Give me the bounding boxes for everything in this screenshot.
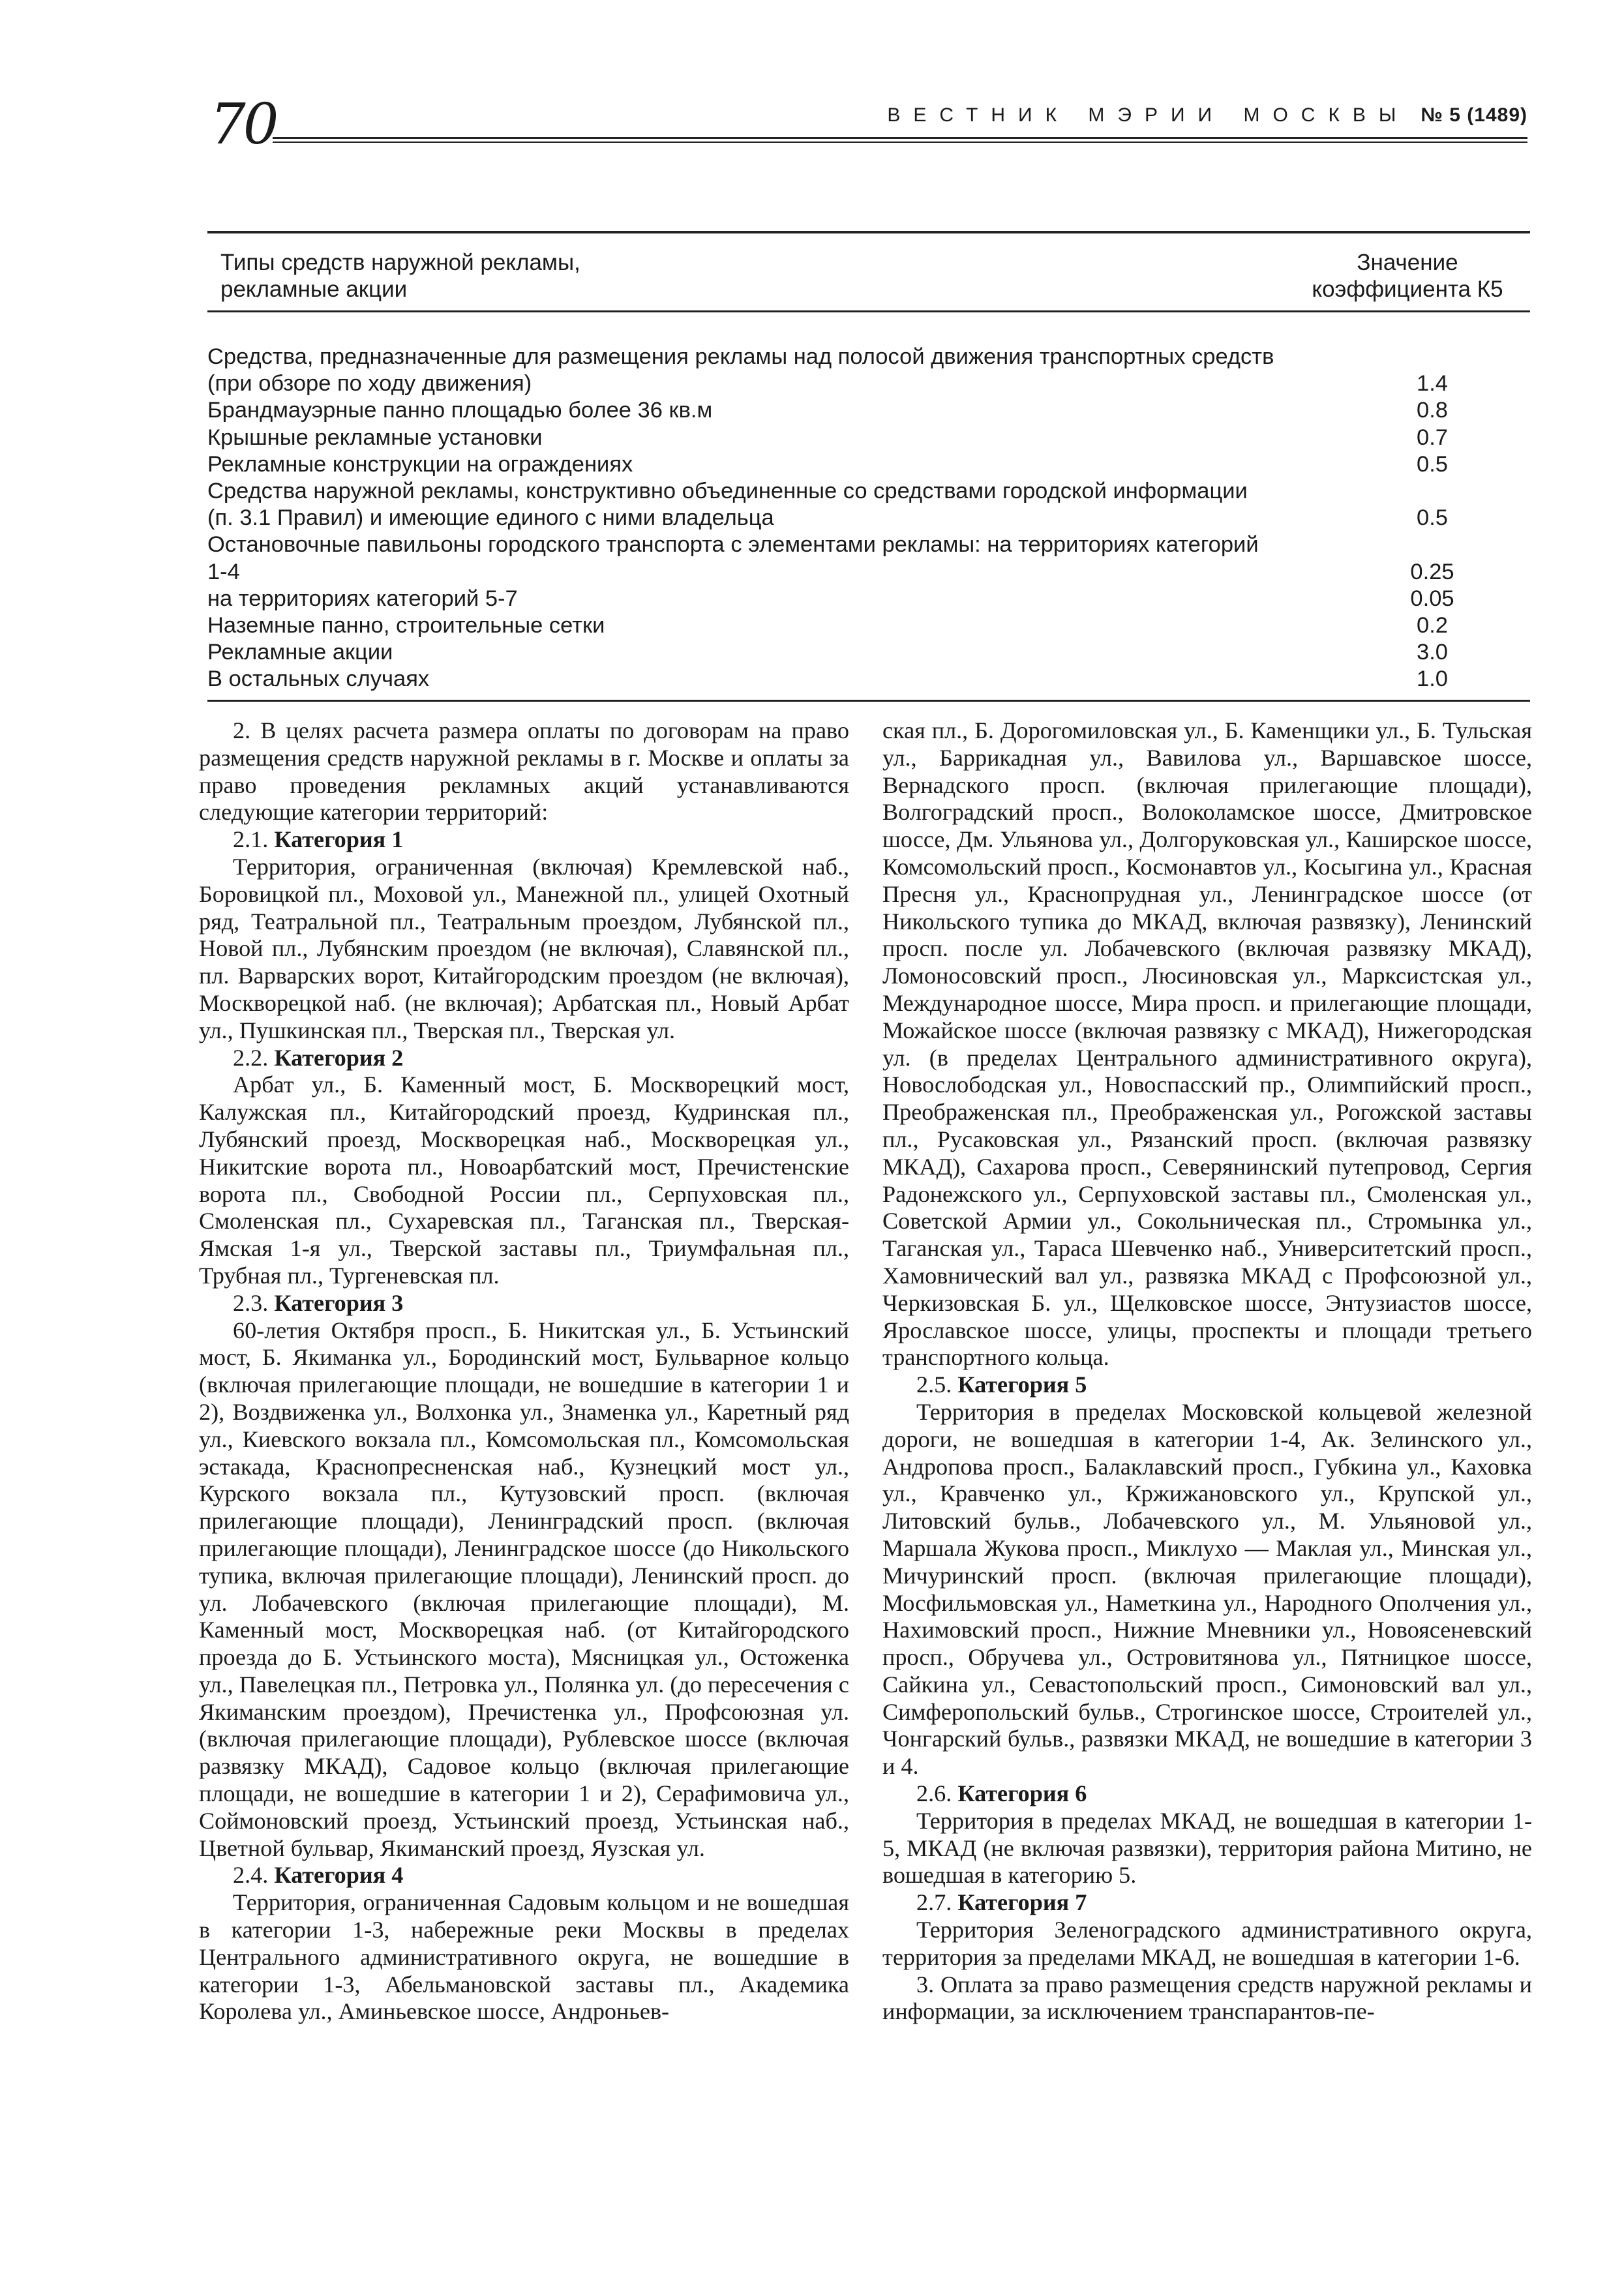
table-bottom-rule [207, 700, 1530, 702]
section-number: 2.6. [916, 1780, 952, 1807]
section-heading-cat6 [882, 1780, 1532, 1808]
section-title: Категория 4 [274, 1862, 404, 1889]
table-body [207, 312, 1530, 700]
table-header [207, 233, 1530, 310]
row-value: 0.05 [1410, 586, 1454, 611]
header-rule [273, 137, 1527, 143]
paragraph-3: 3. Оплата за право размещения средств наружной рекламы и информации, за исключением транспарантов-пе- [882, 1971, 1532, 2025]
coefficient-table [207, 231, 1530, 702]
row-value: 0.5 [1417, 451, 1448, 477]
section-title: Категория 6 [957, 1780, 1087, 1807]
row-value: 1.4 [1417, 371, 1448, 397]
row-label: Наземные панно, строительные сетки [207, 613, 605, 638]
paragraph-cat2: Арбат ул., Б. Каменный мост, Б. Москворецкий мост, Калужская пл., Китайгородский проезд, Кудринская пл., Лубянский проезд, Москворецкая наб., Москворецкая ул., Никитские ворота пл., Новоарбатский мост, Пречистенские ворота пл., Свободной России пл., Серпуховская пл., Смоленская пл., Сухаревская пл., Таганская пл., Тверская-Ямская 1-я ул., Тверской заставы пл., Триумфальная пл., Трубная пл., Тургеневская пл. [199, 1071, 849, 1289]
paragraph-cat6: Территория в пределах МКАД, не вошедшая в категории 1-5, МКАД (не включая развязки), территория района Митино, не вошедшая в категорию 5. [882, 1807, 1532, 1889]
page-number: 70 [210, 92, 277, 157]
table-row [207, 344, 1530, 397]
paragraph-cat4-start: Территория, ограниченная Садовым кольцом и не вошедшая в категории 1-3, набережные реки Москвы в пределах Центрального административного округа, не вошедшие в категории 1-3, Абельмановской заставы пл., Академика Королева ул., Аминьевское шоссе, Андроньев- [199, 1889, 849, 2025]
row-label: В остальных случаях [207, 666, 430, 692]
table-row [207, 397, 1530, 424]
row-value: 0.5 [1417, 505, 1448, 531]
paragraph-cat3: 60-летия Октября просп., Б. Никитская ул., Б. Устьинский мост, Б. Якиманка ул., Бородинский мост, Бульварное кольцо (включая прилегающие площади, не вошедшие в категории 1 и 2), Воздвиженка ул., Волхонка ул., Знаменка ул., Каретный ряд ул., Киевского вокзала пл., Комсомольская пл., Комсомольская эстакада, Краснопресненская наб., Кузнецкий мост ул., Курского вокзала пл., Кутузовский просп. (включая прилегающие площади), Ленинградский просп. (включая прилегающие площади), Ленинградское шоссе (до Никольского тупика, включая прилегающие площади), Ленинский просп. до ул. Лобачевского (включая прилегающие площади), М. Каменный мост, Москворецкая наб. (от Китайгородского проезда до Б. Устьинского моста), Мясницкая ул., Остоженка ул., Павелецкая пл., Петровка ул., Полянка ул. (до пересечения с Якиманским проездом), Пречистенка ул., Профсоюзная ул. (включая прилегающие площади), Рублевское шоссе (включая развязку МКАД), Садовое кольцо (включая прилегающие площади, не вошедшие в категории 1 и 2), Серафимовича ул., Соймоновский проезд, Устьинский проезд, Устьинская наб., Цветной бульвар, Якиманский проезд, Яузская ул. [199, 1317, 849, 1861]
row-label: Остановочные павильоны городского транспорта с элементами рекламы: на территориях категорий 1-4 [207, 532, 1259, 584]
table-row [207, 451, 1530, 478]
row-label: Рекламные акции [207, 640, 393, 665]
section-number: 2.5. [916, 1371, 952, 1398]
table-row [207, 532, 1530, 585]
row-value: 0.2 [1417, 613, 1448, 638]
section-number: 2.4. [233, 1862, 269, 1889]
text-column-right [882, 717, 1532, 2026]
issue-number: № 5 (1489) [1421, 104, 1527, 126]
row-label: Средства, предназначенные для размещения рекламы над полосой движения транспортных средств (при обзоре по ходу движения) [207, 344, 1274, 397]
section-heading-cat2 [199, 1045, 849, 1072]
section-title: Категория 3 [274, 1289, 404, 1316]
journal-masthead [887, 104, 1527, 127]
table-row [207, 639, 1530, 666]
table-row [207, 478, 1530, 532]
section-heading-cat7 [882, 1889, 1532, 1917]
journal-title: ВЕСТНИК МЭРИИ МОСКВЫ [887, 104, 1409, 126]
row-value: 3.0 [1417, 640, 1448, 665]
table-header-types: Типы средств наружной рекламы, рекламные акции [220, 250, 580, 302]
table-header-value: Значение коэффициента К5 [1312, 250, 1503, 302]
section-title: Категория 1 [274, 826, 404, 853]
section-heading-cat5 [882, 1371, 1532, 1399]
paragraph-intro: 2. В целях расчета размера оплаты по договорам на право размещения средств наружной рекламы в г. Москве и оплаты за право проведения рекламных акций устанавливаются следующие категории территорий: [199, 717, 849, 826]
row-label: на территориях категорий 5-7 [207, 586, 518, 611]
section-title: Категория 7 [957, 1889, 1087, 1916]
row-value: 0.25 [1410, 559, 1454, 584]
section-heading-cat4 [199, 1862, 849, 1889]
row-value: 0.7 [1417, 425, 1448, 450]
table-row [207, 666, 1530, 693]
paragraph-cat4-continued: ская пл., Б. Дорогомиловская ул., Б. Каменщики ул., Б. Тульская ул., Баррикадная ул., Вавилова ул., Варшавское шоссе, Вернадского просп. (включая прилегающие площади), Волгоградский просп., Волоколамское шоссе, Дмитровское шоссе, Дм. Ульянова ул., Долгоруковская ул., Каширское шоссе, Комсомольский просп., Космонавтов ул., Косыгина ул., Красная Пресня ул., Краснопрудная ул., Ленинградское шоссе (от Никольского тупика до МКАД, включая развязку), Ленинский просп. после ул. Лобачевского (включая развязку МКАД), Ломоносовский просп., Люсиновская ул., Марксистская ул., Международное шоссе, Мира просп. и прилегающие площади, Можайское шоссе (включая развязку с МКАД), Нижегородская ул. (в пределах Центрального административного округа), Новослободская ул., Новоспасский пр., Олимпийский просп., Преображенская пл., Преображенская ул., Рогожской заставы пл., Русаковская ул., Рязанский просп. (включая развязку МКАД), Сахарова просп., Северянинский путепровод, Сергия Радонежского ул., Серпуховской заставы пл., Смоленская ул., Советской Армии ул., Сокольническая пл., Стромынка ул., Таганская ул., Тараса Шевченко наб., Университетский просп., Хамовнический вал ул., развязка МКАД с Профсоюзной ул., Черкизовская Б. ул., Щелковское шоссе, Энтузиастов шоссе, Ярославское шоссе, улицы, проспекты и площади третьего транспортного кольца. [882, 717, 1532, 1371]
row-label: Крышные рекламные установки [207, 425, 543, 450]
paragraph-cat1: Территория, ограниченная (включая) Кремлевской наб., Боровицкой пл., Моховой ул., Манежной пл., улицей Охотный ряд, Театральной пл., Театральным проездом, Лубянской пл., Новой пл., Лубянским проездом (не включая), Славянской пл., пл. Варварских ворот, Китайгородским проездом (не включая), Москворецкой наб. (не включая); Арбатская пл., Новый Арбат ул., Пушкинская пл., Тверская пл., Тверская ул. [199, 853, 849, 1043]
row-label: Рекламные конструкции на ограждениях [207, 451, 633, 477]
table-row [207, 612, 1530, 639]
row-value: 0.8 [1417, 398, 1448, 423]
section-heading-cat3 [199, 1290, 849, 1317]
section-number: 2.2. [233, 1044, 269, 1071]
row-value: 1.0 [1417, 666, 1448, 692]
table-row [207, 586, 1530, 612]
section-title: Категория 2 [274, 1044, 404, 1071]
section-number: 2.7. [916, 1889, 952, 1916]
section-heading-cat1 [199, 826, 849, 854]
text-column-left [199, 717, 849, 2026]
section-number: 2.3. [233, 1289, 269, 1316]
paragraph-cat5: Территория в пределах Московской кольцевой железной дороги, не вошедшая в категории 1-4, Ак. Зелинского ул., Андропова просп., Балаклавский просп., Губкина ул., Каховка ул., Кравченко ул., Кржижановского ул., Крупской ул., Литовский бульв., Лобачевского ул., М. Ульяновой ул., Маршала Жукова просп., Миклухо — Маклая ул., Минская ул., Мичуринский просп. (включая прилегающие площади), Мосфильмовская ул., Наметкина ул., Народного Ополчения ул., Нахимовский просп., Нижние Мневники ул., Новоясеневский просп., Обручева ул., Островитянова ул., Пятницкое шоссе, Сайкина ул., Севастопольский просп., Симоновский вал ул., Симферопольский бульв., Строгинское шоссе, Строителей ул., Чонгарский бульв., развязки МКАД, не вошедшие в категории 3 и 4. [882, 1398, 1532, 1780]
table-row [207, 425, 1530, 451]
section-title: Категория 5 [957, 1371, 1087, 1398]
paragraph-cat7: Территория Зеленоградского административного округа, территория за пределами МКАД, не вошедшая в категории 1-6. [882, 1917, 1532, 1970]
section-number: 2.1. [233, 826, 269, 853]
row-label: Средства наружной рекламы, конструктивно объединенные со средствами городской информации (п. 3.1 Правил) и имеющие единого с ними владельца [207, 479, 1248, 531]
row-label: Брандмауэрные панно площадью более 36 кв.м [207, 398, 713, 423]
